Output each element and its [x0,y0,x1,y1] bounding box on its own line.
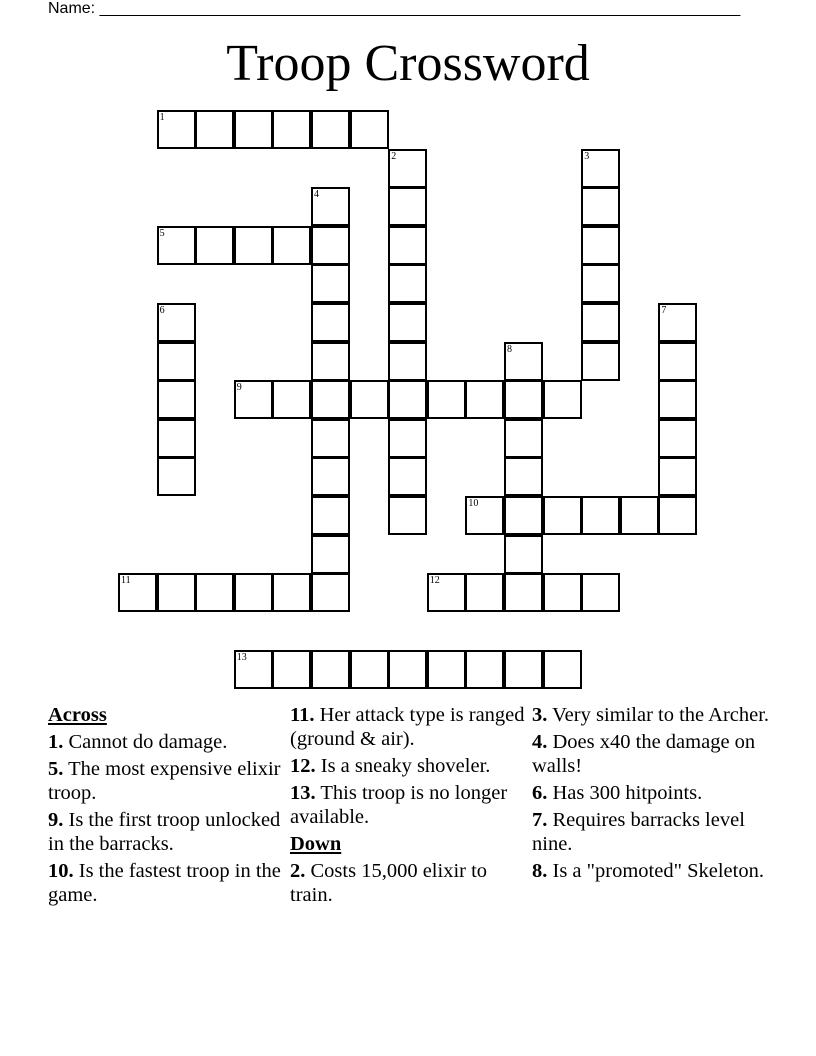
grid-cell[interactable] [543,380,582,419]
clue-text: Is the fastest troop in the game. [48,860,281,906]
grid-cell[interactable] [620,496,659,535]
grid-cell[interactable] [504,573,543,612]
clue-number: 8. [532,860,548,882]
grid-cell[interactable] [427,650,466,689]
grid-cell[interactable] [543,496,582,535]
grid-cell[interactable] [311,573,350,612]
grid-cell[interactable] [311,535,350,574]
grid-cell[interactable] [234,650,273,689]
clue-across-1 [48,730,288,754]
clue-number: 10. [48,860,74,882]
grid-cell[interactable] [465,573,504,612]
clue-number: 9. [48,809,64,831]
grid-cell[interactable] [504,419,543,458]
grid-cell[interactable] [658,342,697,381]
cell-number: 3 [584,150,590,162]
grid-cell[interactable] [118,573,157,612]
grid-cell[interactable] [311,650,350,689]
grid-cell[interactable] [195,226,234,265]
grid-cell[interactable] [311,419,350,458]
grid-cell[interactable] [543,650,582,689]
grid-cell[interactable] [311,187,350,226]
clue-across-10 [48,859,288,907]
grid-cell[interactable] [157,419,196,458]
down-heading: Down [290,833,342,855]
grid-cell[interactable] [388,650,427,689]
grid-cell[interactable] [234,110,273,149]
clue-number: 2. [290,860,306,882]
clue-number: 12. [290,755,316,777]
grid-cell[interactable] [311,342,350,381]
clue-text: Her attack type is ranged (ground & air). [290,704,525,750]
grid-cell[interactable] [581,149,620,188]
grid-cell[interactable] [465,496,504,535]
grid-cell[interactable] [157,342,196,381]
clue-number: 3. [532,704,548,726]
cell-number: 4 [314,189,319,201]
clue-across-12 [290,754,530,778]
grid-cell[interactable] [388,149,427,188]
cell-number: 11 [121,575,131,587]
grid-cell[interactable] [272,226,311,265]
grid-cell[interactable] [388,342,427,381]
clue-down-8 [532,859,772,883]
grid-cell[interactable] [581,303,620,342]
grid-cell[interactable] [658,380,697,419]
grid-cell[interactable] [581,226,620,265]
grid-cell[interactable] [272,573,311,612]
grid-cell[interactable] [504,380,543,419]
grid-cell[interactable] [234,226,273,265]
clue-number: 5. [48,758,64,780]
clue-text: Requires barracks level nine. [532,809,745,855]
grid-cell[interactable] [504,457,543,496]
grid-cell[interactable] [157,380,196,419]
grid-cell[interactable] [388,380,427,419]
grid-cell[interactable] [350,650,389,689]
clue-number: 6. [532,782,548,804]
cell-number: 6 [159,305,165,316]
clue-number: 11. [290,704,315,726]
cell-number: 12 [429,575,440,587]
grid-cell[interactable] [311,496,350,535]
grid-cell[interactable] [350,380,389,419]
clue-down-6 [532,781,772,805]
grid-cell[interactable] [388,419,427,458]
clues-column-3 [532,703,772,886]
grid-cell[interactable] [311,226,350,265]
cell-number: 13 [236,652,247,664]
grid-cell[interactable] [504,535,543,574]
clue-text: Has 300 hitpoints. [552,782,703,804]
clue-text: This troop is no longer available. [290,782,508,828]
clue-across-13 [290,781,530,829]
grid-cell[interactable] [427,380,466,419]
grid-cell[interactable] [157,226,196,265]
grid-cell[interactable] [195,573,234,612]
clue-text: Is the first troop unlocked in the barracks. [48,809,281,855]
grid-cell[interactable] [465,650,504,689]
grid-cell[interactable] [658,457,697,496]
clue-text: Is a "promoted" Skeleton. [552,860,764,882]
grid-cell[interactable] [311,457,350,496]
grid-cell[interactable] [658,496,697,535]
clues-column-2 [290,703,530,910]
grid-cell[interactable] [427,573,466,612]
name-field[interactable]: Name: ________________________________________________________________________ [48,0,741,17]
cell-number: 5 [159,227,165,239]
grid-cell[interactable] [388,264,427,303]
clue-text: Does x40 the damage on walls! [532,731,756,777]
grid-cell[interactable] [272,110,311,149]
clue-text: Cannot do damage. [68,731,228,753]
grid-cell[interactable] [504,650,543,689]
clue-down-4 [532,730,772,778]
grid-cell[interactable] [311,264,350,303]
clue-text: Very similar to the Archer. [552,704,770,726]
grid-cell[interactable] [157,110,196,149]
grid-cell[interactable] [465,380,504,419]
page-title: Troop Crossword [226,35,590,92]
cell-number: 1 [159,112,165,123]
grid-cell[interactable] [157,303,196,342]
grid-cell[interactable] [504,496,543,535]
cell-number: 8 [507,343,512,355]
grid-cell[interactable] [388,226,427,265]
grid-cell[interactable] [157,457,196,496]
clue-text: Costs 15,000 elixir to train. [290,860,488,906]
cell-number: 2 [391,150,397,162]
grid-cell[interactable] [581,342,620,381]
grid-cell[interactable] [195,110,234,149]
clue-across-11 [290,703,530,751]
grid-cell[interactable] [658,419,697,458]
grid-cell[interactable] [581,187,620,226]
cell-number: 9 [236,382,242,394]
clue-number: 1. [48,731,64,753]
grid-cell[interactable] [581,573,620,612]
grid-cell[interactable] [581,496,620,535]
grid-cell[interactable] [234,380,273,419]
clues-column-1 [48,703,288,910]
grid-cell[interactable] [581,264,620,303]
clue-down-3 [532,703,772,727]
grid-cell[interactable] [272,650,311,689]
grid-cell[interactable] [272,380,311,419]
grid-cell[interactable] [388,187,427,226]
grid-cell[interactable] [388,303,427,342]
grid-cell[interactable] [388,496,427,535]
grid-cell[interactable] [157,573,196,612]
clue-across-5 [48,757,288,805]
clue-text: The most expensive elixir troop. [48,758,281,804]
clue-text: Is a sneaky shoveler. [320,755,491,777]
clue-across-9 [48,808,288,856]
grid-cell[interactable] [311,110,350,149]
cell-number: 10 [468,498,479,509]
across-heading: Across [48,704,107,726]
clue-down-7 [532,808,772,856]
grid-cell[interactable] [350,110,389,149]
grid-cell[interactable] [543,573,582,612]
grid-cell[interactable] [234,573,273,612]
cell-number: 7 [661,305,667,316]
grid-cell[interactable] [658,303,697,342]
grid-cell[interactable] [504,342,543,381]
clue-number: 7. [532,809,548,831]
grid-cell[interactable] [388,457,427,496]
clue-number: 13. [290,782,316,804]
clue-number: 4. [532,731,548,753]
grid-cell[interactable] [311,303,350,342]
clue-down-2 [290,859,530,907]
grid-cell[interactable] [311,380,350,419]
